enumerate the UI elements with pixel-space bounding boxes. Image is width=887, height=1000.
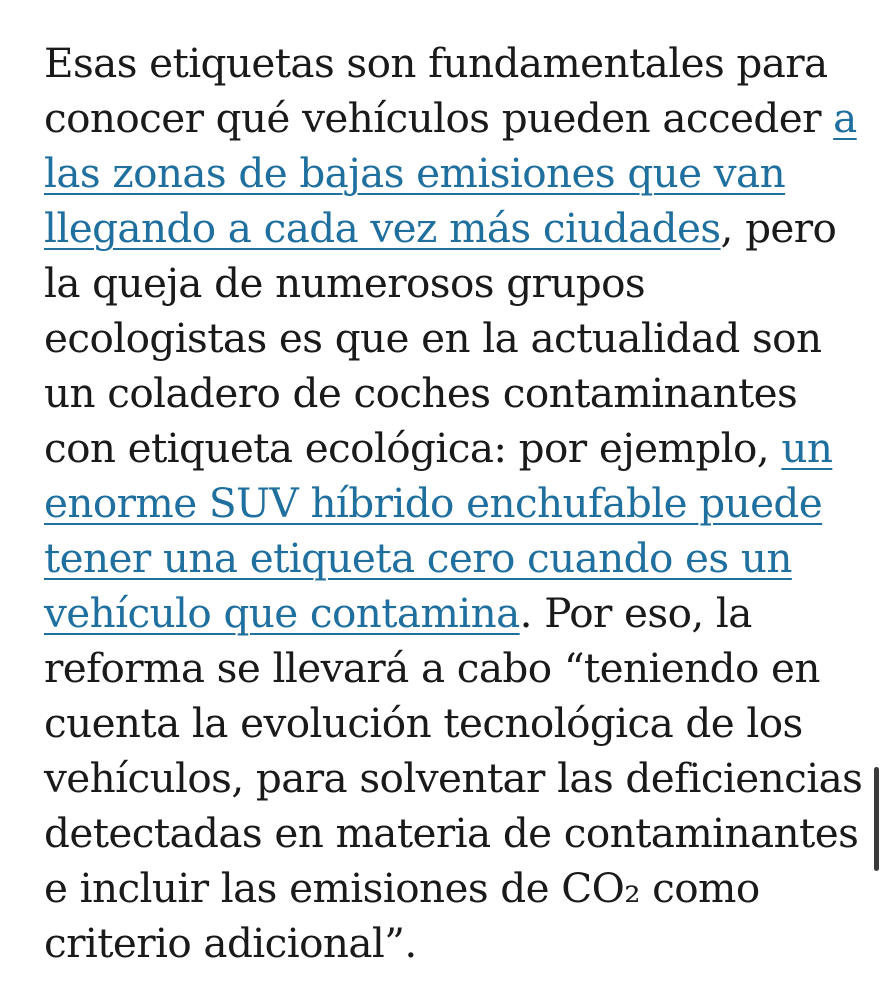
paragraph-text-part2: , pero la queja de numerosos grupos ecologistas es que en la actualidad son un coladero de coches contaminantes con etiqueta ecológica: por ejemplo, — [44, 204, 837, 472]
low-emission-zones-link[interactable]: a las zonas de bajas emisiones que van llegando a cada vez más ciudades — [44, 94, 857, 252]
paragraph-text-part1: Esas etiquetas son fundamentales para conocer qué vehículos pueden acceder — [44, 39, 834, 142]
paragraph-text-part3: . Por eso, la reforma se llevará a cabo “teniendo en cuenta la evolución tecnológica de los vehículos, para solventar las deficiencias detectadas en materia de contaminantes e incluir las emisiones de CO₂ como criterio adicional”. — [44, 589, 863, 967]
vertical-scrollbar[interactable] — [874, 767, 879, 871]
plug-in-hybrid-suv-link[interactable]: un enorme SUV híbrido enchufable puede tener una etiqueta cero cuando es un vehículo que contamina — [44, 424, 833, 637]
article-paragraph — [44, 36, 864, 971]
